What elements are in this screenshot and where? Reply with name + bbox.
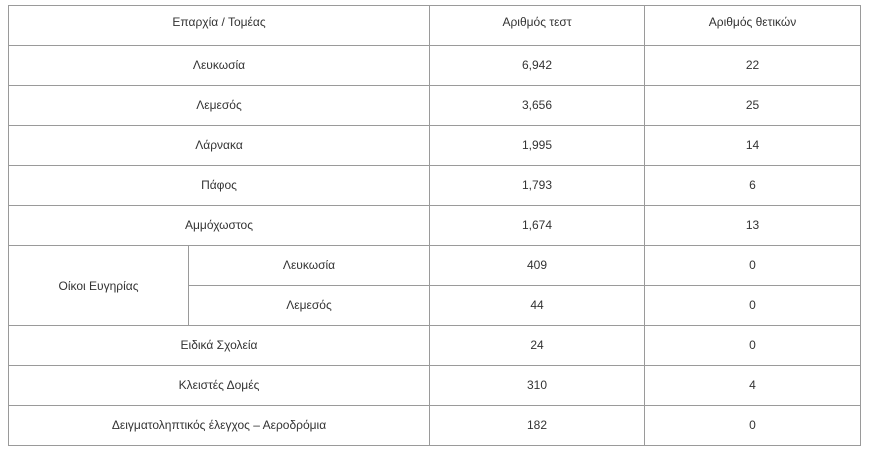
row-tests: 182	[430, 406, 645, 446]
row-positives: 0	[645, 406, 861, 446]
table-row	[9, 246, 861, 286]
row-label: Πάφος	[9, 166, 430, 206]
table-row	[9, 86, 861, 126]
row-positives: 13	[645, 206, 861, 246]
row-positives: 0	[645, 326, 861, 366]
row-tests: 3,656	[430, 86, 645, 126]
row-positives: 4	[645, 366, 861, 406]
row-positives: 0	[645, 286, 861, 326]
row-positives: 6	[645, 166, 861, 206]
table-header-row	[9, 6, 861, 46]
row-positives: 14	[645, 126, 861, 166]
row-label: Κλειστές Δομές	[9, 366, 430, 406]
table-row	[9, 366, 861, 406]
table-row	[9, 166, 861, 206]
row-label: Λάρνακα	[9, 126, 430, 166]
testing-results-table	[8, 5, 861, 446]
row-tests: 1,995	[430, 126, 645, 166]
row-tests: 44	[430, 286, 645, 326]
table-row	[9, 406, 861, 446]
row-sublabel: Λευκωσία	[189, 246, 430, 286]
row-label: Δειγματοληπτικός έλεγχος – Αεροδρόμια	[9, 406, 430, 446]
row-label: Αμμόχωστος	[9, 206, 430, 246]
row-positives: 25	[645, 86, 861, 126]
row-tests: 409	[430, 246, 645, 286]
row-label: Ειδικά Σχολεία	[9, 326, 430, 366]
table-row	[9, 326, 861, 366]
header-tests: Αριθμός τεστ	[430, 6, 645, 46]
group-label-nursing-homes: Οίκοι Ευγηρίας	[9, 246, 189, 326]
row-tests: 6,942	[430, 46, 645, 86]
row-sublabel: Λεμεσός	[189, 286, 430, 326]
row-tests: 24	[430, 326, 645, 366]
row-positives: 0	[645, 246, 861, 286]
row-tests: 310	[430, 366, 645, 406]
row-tests: 1,793	[430, 166, 645, 206]
row-label: Λευκωσία	[9, 46, 430, 86]
table-row	[9, 206, 861, 246]
row-label: Λεμεσός	[9, 86, 430, 126]
header-positives: Αριθμός θετικών	[645, 6, 861, 46]
row-tests: 1,674	[430, 206, 645, 246]
row-positives: 22	[645, 46, 861, 86]
header-region: Επαρχία / Τομέας	[9, 6, 430, 46]
table-row	[9, 126, 861, 166]
table-row	[9, 46, 861, 86]
